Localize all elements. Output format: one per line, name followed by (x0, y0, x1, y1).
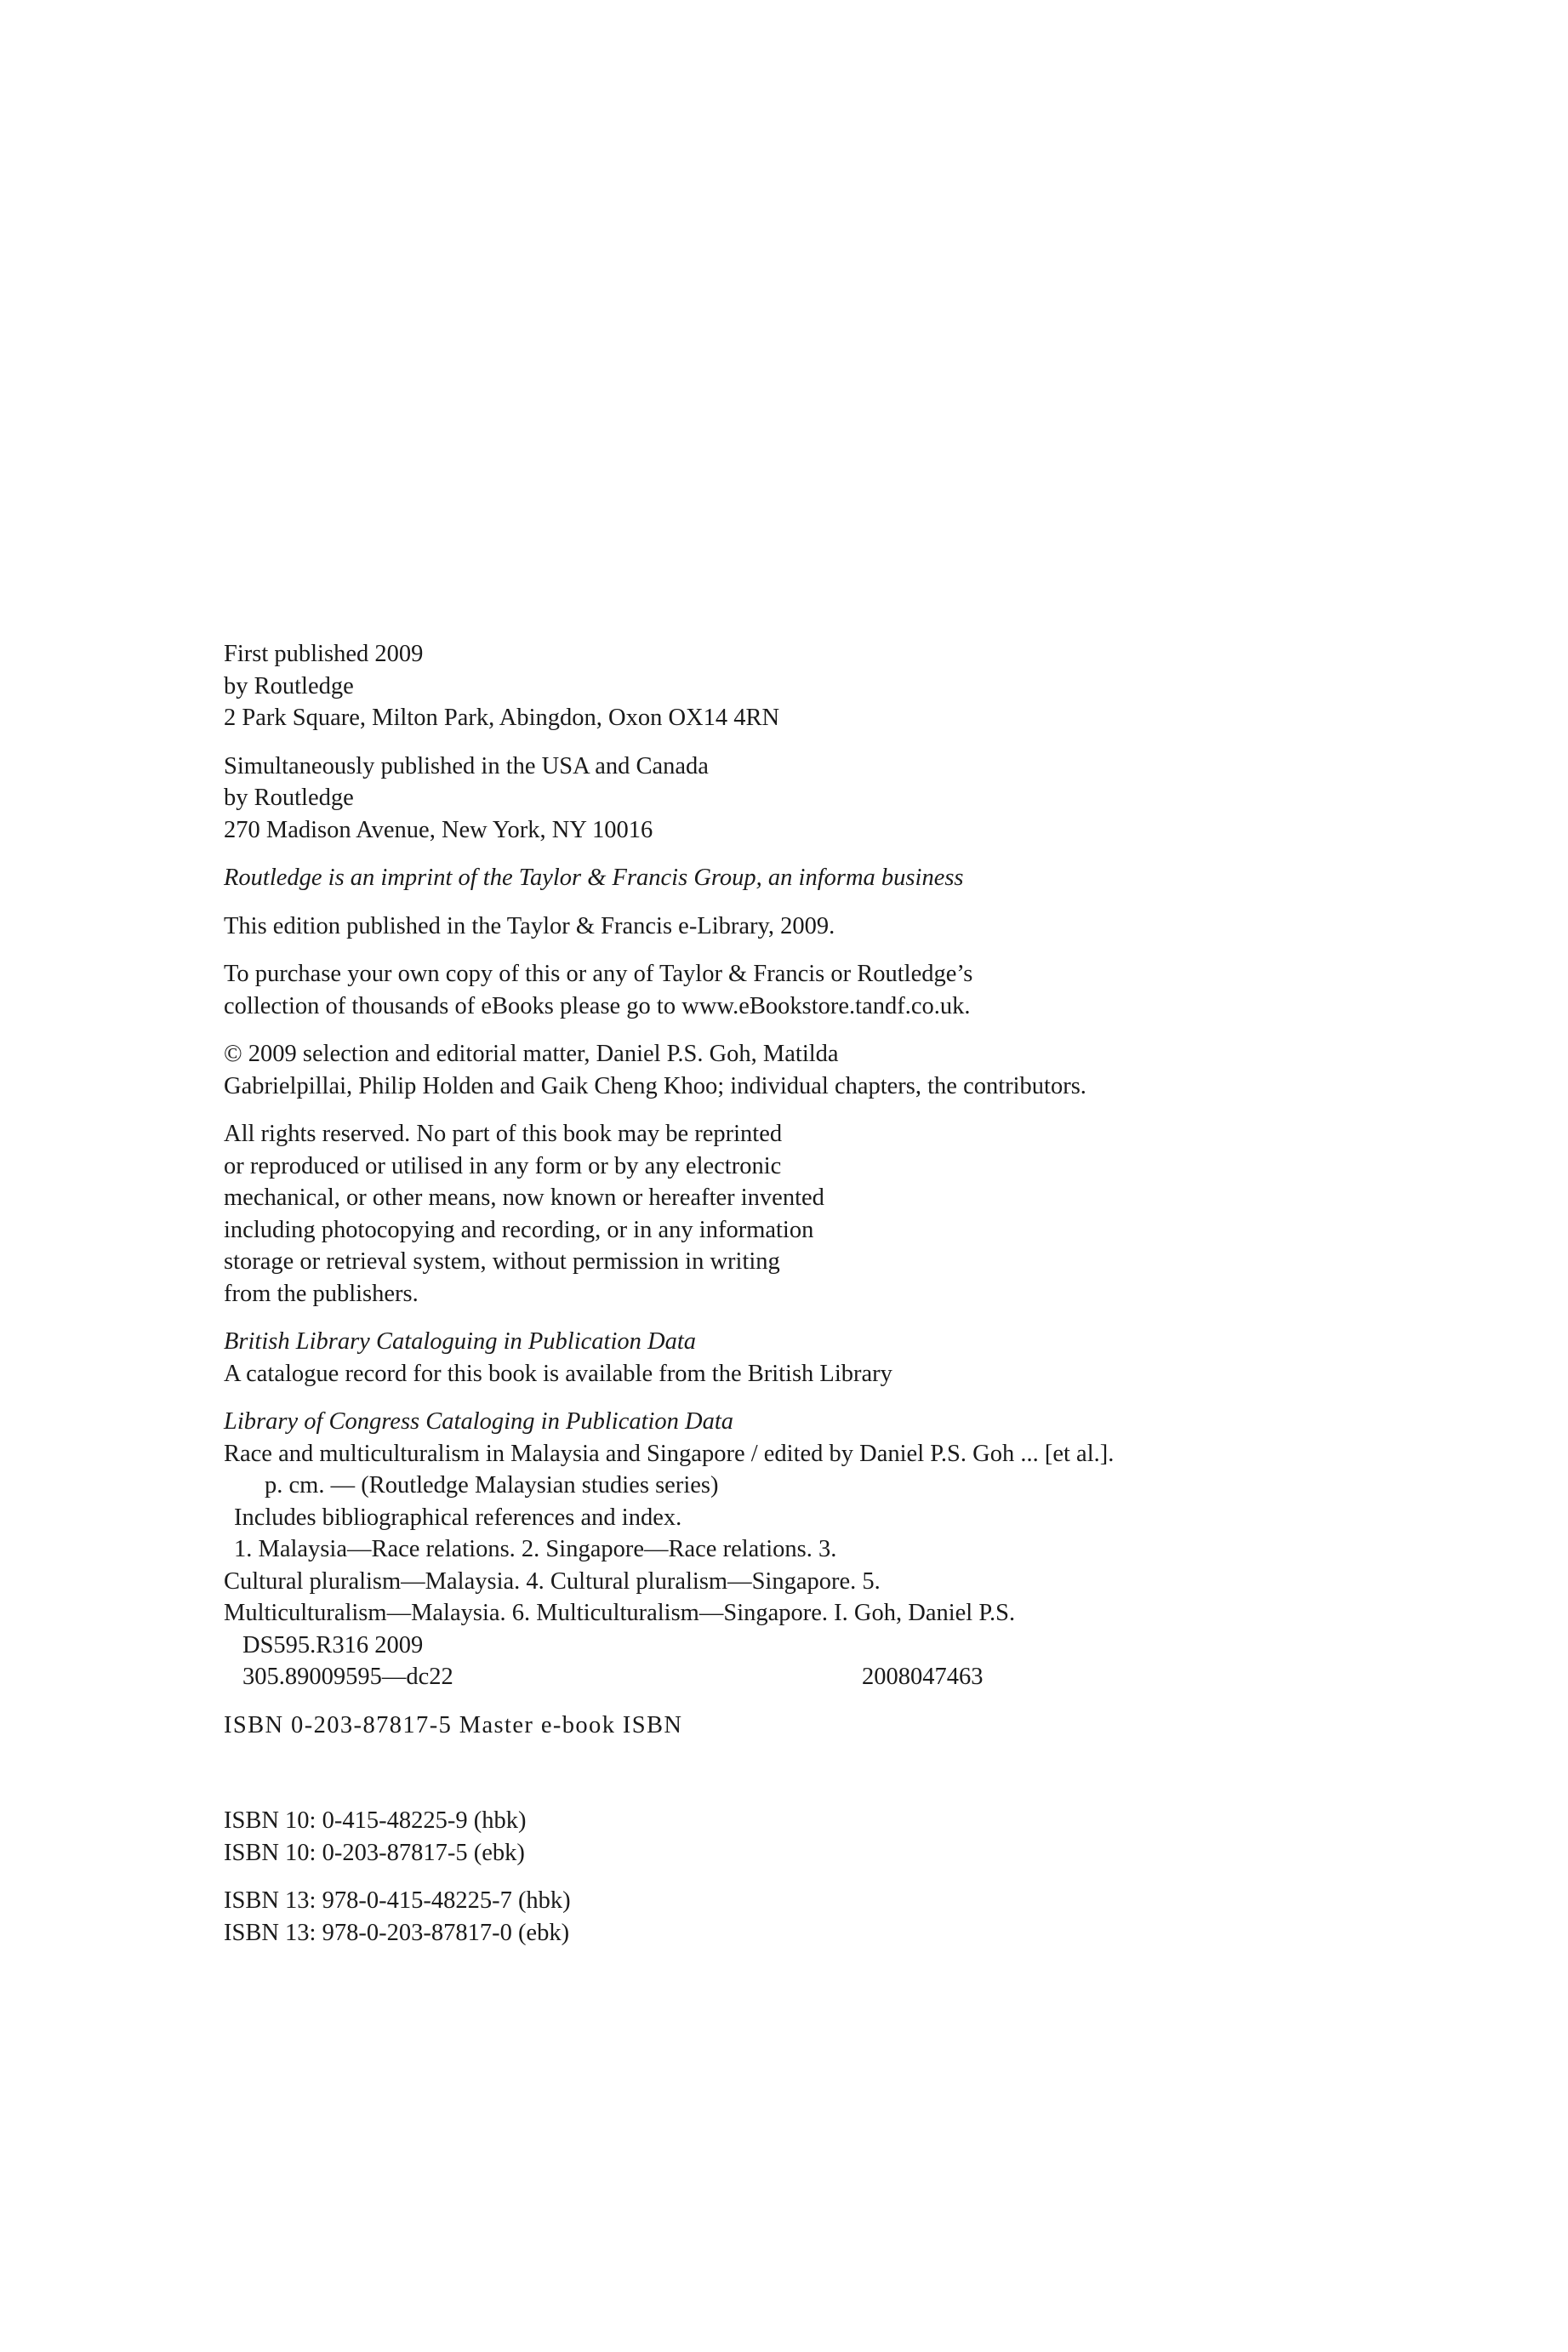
isbn13-hbk: ISBN 13: 978-0-415-48225-7 (hbk) (224, 1887, 571, 1914)
simultaneous-line: Simultaneously published in the USA and Canada (224, 752, 709, 779)
rights-line-4: including photocopying and recording, or in any information (224, 1216, 814, 1243)
imprint-line: Routledge is an imprint of the Taylor & Francis Group, an informa business (224, 865, 964, 891)
loc-dewey-row (224, 1661, 1330, 1693)
us-address-line: 270 Madison Avenue, New York, NY 10016 (224, 816, 653, 843)
loc-series-line: p. cm. — (Routledge Malaysian studies series) (265, 1472, 719, 1499)
loc-subjects-line-1: 1. Malaysia—Race relations. 2. Singapore—Race relations. 3. (234, 1536, 837, 1562)
british-library-heading: British Library Cataloguing in Publication Data (224, 1328, 696, 1355)
us-publisher-line: by Routledge (224, 785, 354, 811)
library-of-congress-block (224, 1406, 1330, 1693)
master-isbn-line: ISBN 0-203-87817-5 Master e-book ISBN (224, 1711, 683, 1738)
british-library-text: A catalogue record for this book is available from the British Library (224, 1360, 892, 1387)
copyright-line-2: Gabrielpillai, Philip Holden and Gaik Cheng Khoo; individual chapters, the contributors. (224, 1072, 1086, 1099)
purchase-line-1: To purchase your own copy of this or any of Taylor & Francis or Routledge’s (224, 961, 973, 987)
loc-dewey: 305.89009595—dc22 (242, 1664, 453, 1690)
copyright-notice-block (224, 1038, 1330, 1102)
purchase-block (224, 958, 1330, 1022)
british-library-block (224, 1326, 1330, 1390)
loc-lccn: 2008047463 (862, 1664, 984, 1690)
loc-heading: Library of Congress Cataloging in Publication Data (224, 1408, 734, 1435)
copyright-block (224, 638, 1330, 1965)
rights-line-3: mechanical, or other means, now known or hereafter invented (224, 1185, 824, 1211)
rights-line-6: from the publishers. (224, 1280, 419, 1307)
isbn10-hbk: ISBN 10: 0-415-48225-9 (hbk) (224, 1807, 527, 1834)
rights-line-2: or reproduced or utilised in any form or by any electronic (224, 1152, 782, 1179)
isbn13-ebk: ISBN 13: 978-0-203-87817-0 (ebk) (224, 1919, 570, 1946)
isbn-gap (224, 1757, 1330, 1805)
loc-subjects-line-2: Cultural pluralism—Malaysia. 4. Cultural pluralism—Singapore. 5. (224, 1567, 881, 1595)
rights-block (224, 1118, 1330, 1310)
first-published-block (224, 638, 1330, 734)
master-isbn-block (224, 1710, 1330, 1742)
purchase-line-2: collection of thousands of eBooks please go to www.eBookstore.tandf.co.uk. (224, 992, 971, 1019)
imprint-block (224, 862, 1330, 894)
publisher-line: by Routledge (224, 672, 354, 699)
edition-line: This edition published in the Taylor & Francis e-Library, 2009. (224, 912, 835, 939)
first-published-line: First published 2009 (224, 641, 424, 667)
copyright-line-1: © 2009 selection and editorial matter, Daniel P.S. Goh, Matilda (224, 1041, 839, 1067)
loc-title-line: Race and multiculturalism in Malaysia and Singapore / edited by Daniel P.S. Goh ... [et al.]. (224, 1440, 1115, 1467)
loc-classification: DS595.R316 2009 (242, 1631, 424, 1658)
rights-line-5: storage or retrieval system, without permission in writing (224, 1248, 780, 1275)
rights-line-1: All rights reserved. No part of this book may be reprinted (224, 1121, 783, 1147)
simultaneous-publication-block (224, 751, 1330, 847)
isbn10-ebk: ISBN 10: 0-203-87817-5 (ebk) (224, 1839, 525, 1866)
isbn13-block (224, 1885, 1330, 1949)
edition-block (224, 911, 1330, 943)
loc-includes-line: Includes bibliographical references and index. (234, 1504, 682, 1531)
isbn10-block (224, 1805, 1330, 1869)
publisher-address-line: 2 Park Square, Milton Park, Abingdon, Oxon OX14 4RN (224, 705, 780, 731)
loc-subjects-line-3: Multiculturalism—Malaysia. 6. Multiculturalism—Singapore. I. Goh, Daniel P.S. (224, 1600, 1016, 1626)
